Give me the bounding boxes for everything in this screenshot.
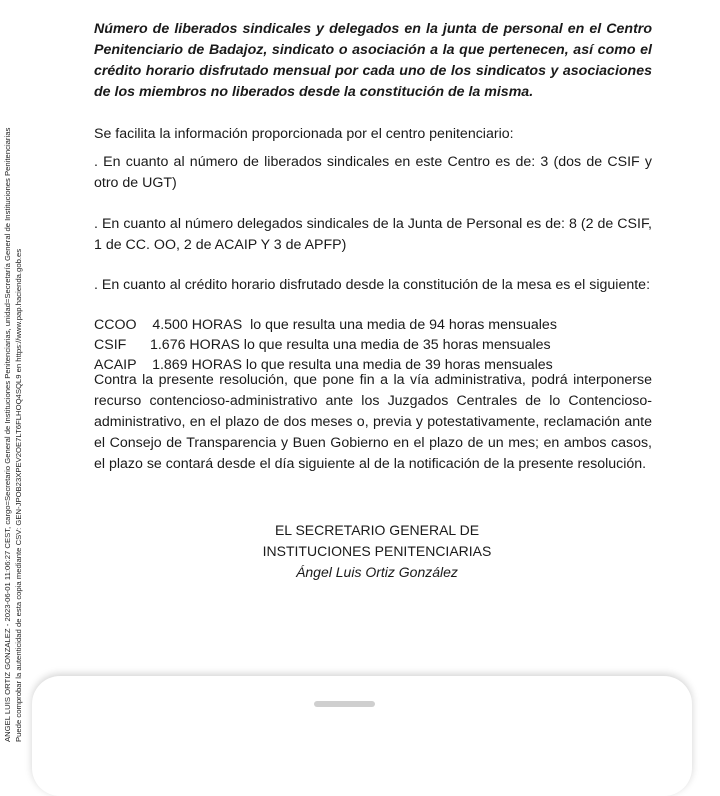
request-heading: Número de liberados sindicales y delegados en la junta de personal en el Centro Penitenciario de Badajoz, sindicato o asociación a la que pertenecen, así como el crédito horario disfrutado mensual por cada uno de los sindicatos y asociaciones de los miembros no liberados desde la constitución de la misma. — [94, 21, 652, 100]
hours-list — [94, 315, 557, 375]
signature-title-line-2: INSTITUCIONES PENITENCIARIAS — [262, 543, 492, 559]
signature-stamp-line: ANGEL LUIS ORTIZ GONZALEZ - 2023-06-01 11:06:27 CEST, cargo=Secretario General de Instituciones Penitenciarias, unidad=Secretaría General de Instituciones Penitenciarias — [3, 127, 12, 742]
electronic-signature-stamp — [2, 62, 24, 742]
liberados-paragraph: . En cuanto al número de liberados sindicales en este Centro es de: 3 (dos de CSIF y otro de UGT) — [94, 154, 652, 191]
appeal-paragraph: Contra la presente resolución, que pone fin a la vía administrativa, podrá interponerse recurso contencioso-administrativo ante los Juzgados Centrales de lo Contencioso-administrativo, en el plazo de dos meses o, previa y potestativamente, reclamación ante el Consejo de Transparencia y Buen Gobierno en el plazo de un mes; en ambos casos, el plazo se contará desde el día siguiente al de la notificación de la presente resolución. — [94, 372, 652, 472]
signature-title-line-1: EL SECRETARIO GENERAL DE — [274, 522, 480, 538]
hours-row-csif: CSIF 1.676 HORAS lo que resulta una media de 35 horas mensuales — [94, 337, 551, 353]
signatory-name: Ángel Luis Ortiz González — [296, 564, 458, 580]
hours-row-ccoo: CCOO 4.500 HORAS lo que resulta una media de 94 horas mensuales — [94, 317, 557, 333]
credito-horario-paragraph: . En cuanto al crédito horario disfrutado desde la constitución de la mesa es el siguiente: — [94, 277, 651, 293]
signature-block — [200, 520, 554, 583]
csv-verification-line: Puede comprobar la autenticidad de esta copia mediante CSV: GEN-JPOB23XPEV2OE7LT6FLHOQ4SQL9 en https://www.pap.hacienda.gob.es — [14, 248, 23, 742]
bottom-sheet[interactable] — [32, 676, 692, 796]
delegados-paragraph: . En cuanto al número delegados sindicales de la Junta de Personal es de: 8 (2 de CSIF, 1 de CC. OO, 2 de ACAIP Y 3 de APFP) — [94, 216, 652, 253]
hours-row-acaip: ACAIP 1.869 HORAS lo que resulta una media de 39 horas mensuales — [94, 357, 553, 373]
info-paragraph: Se facilita la información proporcionada por el centro penitenciario: — [94, 126, 514, 142]
bottom-sheet-drag-handle[interactable] — [314, 701, 375, 707]
